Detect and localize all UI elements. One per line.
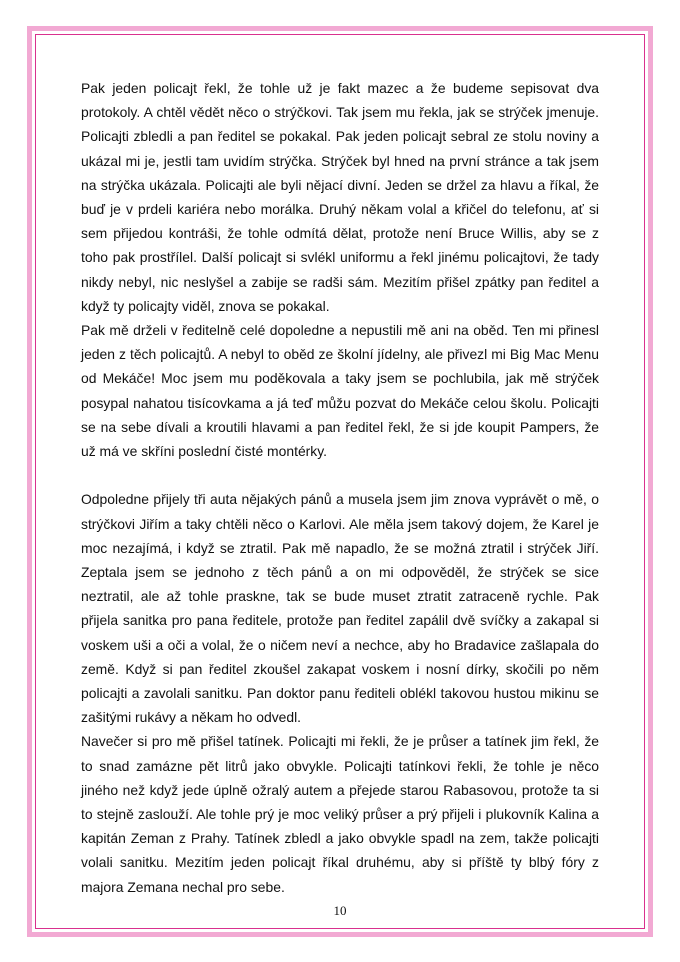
document-body <box>81 76 599 899</box>
paragraph: Pak jeden policajt řekl, že tohle už je fakt mazec a že budeme sepisovat dva protokoly. A chtěl vědět něco o strýčkovi. Tak jsem mu řekla, jak se strýček jmenuje. Policajti zbledli a pan ředitel se pokakal. Pak jeden policajt sebral ze stolu noviny a ukázal mi je, jestli tam uvidím strýčka. Strýček byl hned na první stránce a tak jsem na strýčka ukázala. Policajti ale byli nějací divní. Jeden se držel za hlavu a říkal, že buď je v prdeli kariéra nebo morálka. Druhý někam volal a křičel do telefonu, ať si sem přijedou kontráši, že tohle odmítá dělat, protože není Bruce Willis, aby se z toho pak prostřílel. Další policajt si svlékl uniformu a řekl jinému policajtovi, že tady nikdy nebyl, nic neslyšel a zabije se radši sám. Mezitím přišel zpátky pan ředitel a když ty policajty viděl, znova se pokakal. <box>81 80 599 314</box>
page-number: 10 <box>333 903 347 918</box>
paragraph: Pak mě drželi v ředitelně celé dopoledne a nepustili mě ani na oběd. Ten mi přinesl jeden z těch policajtů. A nebyl to oběd ze školní jídelny, ale přivezl mi Big Mac Menu od Mekáče! Moc jsem mu poděkovala a taky jsem se pochlubila, jak mě strýček posypal nahatou tisícovkama a já teď můžu pozvat do Mekáče celou školu. Policajti se na sebe dívali a kroutili hlavami a pan ředitel řekl, že si jde koupit Pampers, že už má ve skříni poslední čisté montérky. <box>81 322 599 460</box>
paragraph: Navečer si pro mě přišel tatínek. Policajti mi řekli, že je průser a tatínek jim řekl, že to snad zamázne pět litrů jako obvykle. Policajti tatínkovi řekli, že tohle je něco jiného než když jede úplně ožralý autem a přejede starou Rabasovou, protože ta si to stejně zaslouží. Ale tohle prý je moc veliký průser a prý přijeli i plukovník Kalina a kapitán Zeman z Prahy. Tatínek zbledl a jako obvykle spadl na zem, takže policajti volali sanitku. Mezitím jeden policajt říkal druhému, aby si příště ty blbý fóry z majora Zemana nechal pro sebe. <box>81 733 599 895</box>
paragraph: Odpoledne přijely tři auta nějakých pánů a musela jsem jim znova vyprávět o mě, o strýčkovi Jiřím a taky chtěli něco o Karlovi. Ale měla jsem takový dojem, že Karel je moc nezajímá, i když se ztratil. Pak mě napadlo, že se možná ztratil i strýček Jiří. Zeptala jsem se jednoho z těch pánů a on mi odpověděl, že strýček se sice neztratil, ale až tohle praskne, tak se bude muset ztratit zatraceně rychle. Pak přijela sanitka pro pana ředitele, protože pan ředitel zapálil dvě svíčky a zakapal si voskem uši a oči a volal, že o ničem neví a nechce, aby ho Bradavice zašlapala do země. Když si pan ředitel zkoušel zakapat voskem i nosní dírky, skočili po něm policajti a zavolali sanitku. Pan doktor panu řediteli oblékl takovou hustou mikinu se zašitými rukávy a někam ho odvedl. <box>81 491 599 726</box>
